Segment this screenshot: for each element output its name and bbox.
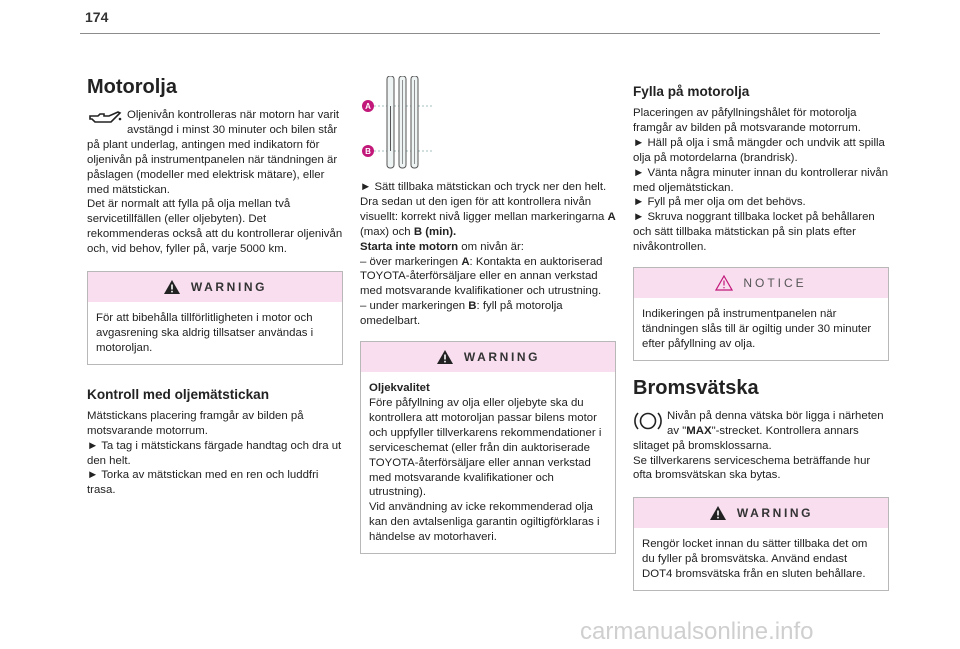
step-3-b: B (min). <box>413 225 457 238</box>
step-3-text: ► Sätt tillbaka mätstickan och tryck ner den helt. Dra sedan ut den igen för att kontrollera nivån visuellt: korrekt nivå ligger mellan markeringarna <box>360 181 607 223</box>
oil-quality-title: Oljekvalitet <box>369 382 430 395</box>
warning-triangle-icon <box>436 349 454 365</box>
brake-intro-post: "-strecket. Kontrollera annars slitaget på bromsklossarna. <box>633 424 859 452</box>
notice-box <box>633 267 889 361</box>
l1-rest: : Kontakta en auktoriserad TOYOTA-återförsäljare eller en annan verkstad med motsvarande kvalifikationer och utrustning. <box>360 255 603 298</box>
warning-box-3 <box>633 497 889 591</box>
warning-text-2: Vid användning av icke rekommenderad olja kan den avtalsenliga garantin ogiltigförklaras i händelse av motorhaveri. <box>369 501 600 544</box>
dipstick-step-3 <box>360 180 616 240</box>
top-rule <box>80 33 880 34</box>
warning-box-1 <box>87 271 343 365</box>
warning-text-1: Före påfyllning av olja eller oljebyte ska du kontrollera att motoroljan passar bilens motor och uppfyller tillverkarens rekommendationer i serviceschemat (eller från din auktoriserade TOYOTA-återförsäljare eller annan verkstad med motsvarande kvalifikationer och utrustning). <box>369 396 602 499</box>
column-1 <box>87 76 343 498</box>
brake-intro <box>633 409 889 454</box>
warning-box-2 <box>360 341 616 554</box>
warning-text: Rengör locket innan du sätter tillbaka det om du fyller på bromsvätska. Använd endast DOT4 bromsvätska från en sluten behållare. <box>642 538 868 581</box>
section-title-motorolja: Motorolja <box>87 76 177 98</box>
level-above-a <box>360 255 616 300</box>
warning-triangle-icon <box>163 279 181 295</box>
column-3 <box>633 76 889 591</box>
section-title-bromsvatska: Bromsvätska <box>633 376 759 399</box>
dipstick-drawing <box>360 76 440 172</box>
refill-step-3: ► Fyll på mer olja om det behövs. <box>633 196 806 209</box>
l1-a: A <box>461 255 470 268</box>
step-3-a: A <box>607 210 616 223</box>
notice-triangle-icon <box>715 275 733 291</box>
brake-intro-pre: Nivån på denna vätska bör ligga i närheten av " <box>667 409 884 437</box>
notice-text: Indikeringen på instrumentpanelen när tändningen slås till är ogiltig under 30 minuter efter påfyllning av olja. <box>642 308 872 350</box>
warning-title: WARNING <box>190 279 268 294</box>
step-3-mid: (max) och <box>360 225 414 238</box>
dipstick-step-1: ► Ta tag i mätstickans färgade handtag och dra ut den helt. <box>87 439 342 467</box>
refill-step-2: ► Vänta några minuter innan du kontrollerar nivån med oljemätstickan. <box>633 166 889 194</box>
level-below-b <box>360 299 616 329</box>
warning-title: WARNING <box>463 349 541 364</box>
notice-header <box>634 268 888 298</box>
marker-b-label: B <box>365 147 371 156</box>
start-bold: Starta inte motorn <box>360 240 459 253</box>
refill-location-text: Placeringen av påfyllningshålet för motorolja framgår av bilden på motsvarande motorrum. <box>633 107 861 134</box>
brake-warning-icon <box>633 409 663 433</box>
refill-step-1: ► Häll på olja i små mängder och undvik att spilla olja på motordelarna (brandrisk). <box>633 136 885 164</box>
l1-pre: – över markeringen <box>360 255 462 268</box>
l2-rest: : fyll på motorolja omedelbart. <box>360 300 563 328</box>
page-number: 174 <box>85 9 109 25</box>
warning-triangle-icon <box>709 505 727 521</box>
warning-header <box>634 498 888 528</box>
watermark: carmanualsonline.info <box>580 618 814 645</box>
start-rest: om nivån är: <box>458 240 524 253</box>
warning-header <box>361 342 615 372</box>
warning-heading-oil-quality <box>369 381 607 396</box>
brake-paragraph-2: Se tillverkarens serviceschema beträffande hur ofta bromsvätskan ska bytas. <box>633 454 871 482</box>
dipstick-illustration <box>360 76 616 172</box>
brake-intro-text <box>633 409 889 454</box>
notice-title: NOTICE <box>743 275 807 290</box>
dipstick-location-text: Mätstickans placering framgår av bilden på motsvarande motorrum. <box>87 409 304 437</box>
subsection-title-refill: Fylla på motorolja <box>633 84 750 99</box>
l2-pre: – under markeringen <box>360 300 469 313</box>
l2-b: B <box>468 300 477 313</box>
warning-header <box>88 272 342 302</box>
marker-a-label: A <box>365 102 371 111</box>
brake-max: MAX <box>686 424 712 437</box>
warning-text: För att bibehålla tillförlitligheten i motor och avgasrening ska aldrig tillsatser användas i motoroljan. <box>96 312 314 354</box>
refill-step-4: ► Skruva noggrant tillbaka locket på behållaren och sätt tillbaka mätstickan på sin plats efter nivåkontrollen. <box>633 211 875 254</box>
dipstick-step-2: ► Torka av mätstickan med en ren och luddfri trasa. <box>87 469 319 497</box>
start-warning-line <box>360 240 616 255</box>
oil-intro <box>87 108 343 197</box>
oil-paragraph-2: Det är normalt att fylla på olja mellan två servicetillfällen (eller oljebyten). Det rekommenderas också att du kontrollerar oljenivån och, vid behov, fyller på, varje 5000 km. <box>87 198 343 256</box>
warning-title: WARNING <box>736 505 814 520</box>
subsection-title-dipstick: Kontroll med oljemätstickan <box>87 386 270 402</box>
column-2 <box>360 76 616 554</box>
oil-can-icon <box>87 108 123 134</box>
oil-intro-text: Oljenivån kontrolleras när motorn har varit avstängd i minst 30 minuter och bilen står på plant underlag, antingen med indikatorn för oljenivån på instrumentpanelen när tändningen är påslagen (modeller med elektrisk mätare), eller med mätstickan. <box>87 109 340 196</box>
